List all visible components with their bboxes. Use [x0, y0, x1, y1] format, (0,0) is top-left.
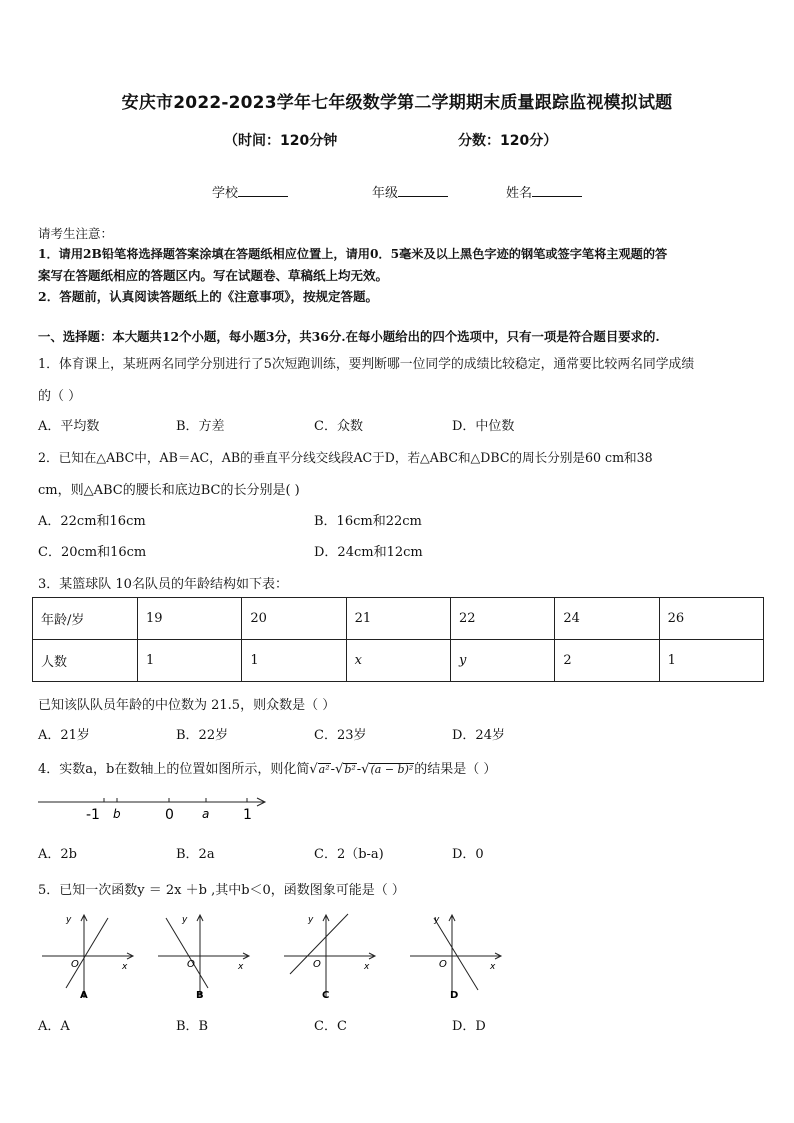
sqrt-sign-icon: √	[309, 762, 318, 777]
origin-label: O	[439, 959, 447, 970]
name-field	[506, 182, 582, 201]
table-cell: 26	[659, 598, 763, 640]
q2-option-b: B．16cm和22cm	[314, 514, 422, 529]
page-title: 安庆市2022-2023学年七年级数学第二学期期末质量跟踪监视模拟试题	[121, 93, 673, 113]
y-label: y	[308, 915, 314, 925]
notice-line-1: 1．请用2B铅笔将选择题答案涂填在答题纸相应位置上，请用0．5毫米及以上黑色字迹的钢笔或签字笔将主观题的答	[38, 247, 668, 261]
graph-b	[154, 910, 254, 1002]
q3-option-a: A．21岁	[38, 728, 90, 743]
notice-line-1b: 案写在答题纸相应的答题区内。写在试题卷、草稿纸上均无效。	[38, 268, 389, 283]
q3-option-b: B．22岁	[176, 728, 229, 743]
table-cell: 20	[242, 598, 346, 640]
function-line	[434, 918, 478, 990]
x-label: x	[364, 962, 370, 972]
q1-stem-line2: 的（ ）	[38, 389, 82, 404]
table-row	[33, 640, 764, 682]
origin-label: O	[187, 959, 195, 970]
section-heading: 一、选择题：本大题共12个小题，每小题3分，共36分.在每小题给出的四个选项中，只有一项是符合题目要求的.	[38, 329, 660, 344]
notice-heading: 请考生注意：	[38, 226, 114, 241]
table-cell: 2	[555, 640, 659, 682]
table-cell: 19	[138, 598, 242, 640]
exam-time: （时间：120分钟	[224, 133, 338, 149]
notice-line-2: 2．答题前，认真阅读答题纸上的《注意事项》，按规定答题。	[38, 289, 378, 304]
q4-option-b: B．2a	[176, 847, 215, 862]
graph-letter: D	[450, 990, 459, 1001]
q2-stem-line1: 2．已知在△ABC中，AB＝AC，AB的垂直平分线交线段AC于D，若△ABC和△DBC的周长分别是60 cm和38	[38, 450, 653, 465]
q4-stem	[38, 758, 496, 777]
q5-option-b: B．B	[176, 1019, 209, 1034]
graph-c	[280, 910, 380, 1002]
q5-option-d: D．D	[452, 1019, 486, 1034]
q5-option-a: A．A	[38, 1019, 70, 1034]
table-cell: 1	[659, 640, 763, 682]
q1-option-c: C．众数	[314, 419, 363, 434]
age-table	[32, 597, 764, 682]
school-field	[212, 182, 288, 201]
grade-label: 年级	[372, 186, 399, 201]
table-cell: y	[450, 640, 554, 682]
table-cell: 21	[346, 598, 450, 640]
number-line-figure	[38, 792, 270, 824]
q4-option-a: A．2b	[38, 847, 77, 862]
table-row	[33, 598, 764, 640]
q5-option-c: C．C	[314, 1019, 347, 1034]
q5-stem: 5．已知一次函数y ＝ 2x ＋b ,其中b＜0，函数图象可能是（ ）	[38, 883, 405, 898]
school-label: 学校	[212, 186, 239, 201]
q4-sqrt-1: a²	[318, 763, 330, 776]
grade-blank	[398, 184, 448, 197]
table-cell: 22	[450, 598, 554, 640]
q4-prefix: 4．实数a，b在数轴上的位置如图所示，则化简	[38, 762, 310, 777]
q3-option-d: D．24岁	[452, 728, 505, 743]
table-cell: x	[346, 640, 450, 682]
number-line-label: a	[202, 807, 210, 821]
origin-label: O	[71, 959, 79, 970]
number-line-label: b	[113, 807, 121, 821]
name-blank	[532, 184, 582, 197]
q1-option-b: B．方差	[176, 419, 225, 434]
q3-option-c: C．23岁	[314, 728, 367, 743]
q4-sqrt-3: (a − b)²	[370, 763, 414, 776]
q3-stem-line1: 3．某篮球队 10名队员的年龄结构如下表：	[38, 577, 288, 592]
graph-d	[406, 910, 506, 1002]
number-line-label: -1	[86, 807, 100, 823]
q4-option-c: C．2（b-a)	[314, 847, 384, 862]
table-cell: 1	[138, 640, 242, 682]
q1-stem-line1: 1．体育课上，某班两名同学分别进行了5次短跑训练，要判断哪一位同学的成绩比较稳定，通常要比较两名同学成绩	[38, 357, 695, 372]
grade-field	[372, 182, 448, 201]
q2-option-d: D．24cm和12cm	[314, 545, 423, 560]
graph-letter: B	[196, 990, 204, 1001]
table-cell: 1	[242, 640, 346, 682]
x-label: x	[122, 962, 128, 972]
school-blank	[238, 184, 288, 197]
graph-letter: A	[80, 990, 88, 1001]
sqrt-sign-icon: √	[361, 762, 370, 777]
name-label: 姓名	[506, 186, 533, 201]
q2-option-c: C．20cm和16cm	[38, 545, 147, 560]
table-cell: 年龄/岁	[33, 598, 138, 640]
number-line-label: 0	[165, 807, 174, 823]
q4-option-d: D．0	[452, 847, 484, 862]
graph-letter: C	[322, 990, 330, 1001]
x-label: x	[490, 962, 496, 972]
function-line	[66, 918, 108, 988]
q4-minus-2: -	[356, 762, 362, 777]
origin-label: O	[313, 959, 321, 970]
q2-option-a: A．22cm和16cm	[38, 514, 146, 529]
exam-score: 分数：120分）	[458, 133, 558, 149]
y-label: y	[66, 915, 72, 925]
table-cell: 人数	[33, 640, 138, 682]
y-label: y	[434, 915, 440, 925]
table-cell: 24	[555, 598, 659, 640]
q3-stem-line2: 已知该队队员年龄的中位数为 21.5，则众数是（ ）	[38, 698, 336, 713]
q1-option-d: D．中位数	[452, 419, 515, 434]
q4-suffix: 的结果是（ ）	[414, 762, 497, 777]
y-label: y	[182, 915, 188, 925]
graph-a	[38, 910, 138, 1002]
number-line-label: 1	[243, 807, 252, 823]
q4-minus-1: -	[330, 762, 336, 777]
sqrt-sign-icon: √	[335, 762, 344, 777]
q2-stem-line2: cm，则△ABC的腰长和底边BC的长分别是( )	[38, 483, 300, 498]
q1-option-a: A．平均数	[38, 419, 100, 434]
q4-sqrt-2: b²	[344, 763, 356, 776]
function-line	[166, 918, 208, 988]
x-label: x	[238, 962, 244, 972]
